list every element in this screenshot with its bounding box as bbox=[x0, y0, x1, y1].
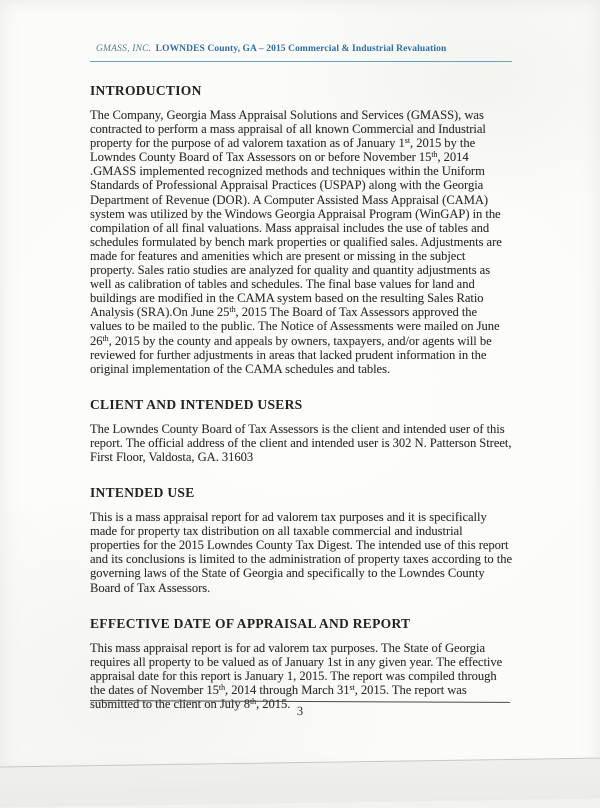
doc-section bbox=[90, 397, 512, 464]
section-heading: CLIENT AND INTENDED USERS bbox=[90, 396, 303, 412]
report-title: LOWNDES County, GA – 2015 Commercial & Industrial Revaluation bbox=[155, 44, 447, 54]
page-number: 3 bbox=[296, 703, 304, 719]
body-paragraph: This is a mass appraisal report for ad valorem tax purposes and it is specifically made for property tax distribution on all taxable commercial and industrial properties for the 2015 Lowndes County Tax Digest. The intended use of this report and its conclusions is limited to the administration of property taxes according to the governing laws of the State of Georgia and specifically to the Lowndes County Board of Tax Assessors. bbox=[90, 510, 512, 595]
doc-section bbox=[90, 485, 512, 595]
section-heading: INTRODUCTION bbox=[90, 83, 202, 98]
sections bbox=[90, 83, 512, 711]
body-paragraph: The Company, Georgia Mass Appraisal Solutions and Services (GMASS), was contracted to perform a mass appraisal of all known Commercial and Industrial property for the purpose of ad valorem taxation as of January 1st, 2015 by the Lowndes County Board of Tax Assessors on or before November 15th, 2014 .GMASS implemented recognized methods and techniques within the Uniform Standards of Professional Appraisal Practices (USPAP) along with the Georgia Department of Revenue (DOR). A Computer Assisted Mass Appraisal (CAMA) system was utilized by the Windows Georgia Appraisal Program (WinGAP) in the compilation of all final valuations. Mass appraisal includes the use of tables and schedules formulated by bench mark properties or qualified sales. Adjustments are made for features and amenities which are present or missing in the subject property. Sales ratio studies are analyzed for quality and quantity adjustments as well as calibration of tables and schedules. The final base values for land and buildings are modified in the CAMA system based on the resulting Sales Ratio Analysis (SRA).On June 25th, 2015 The Board of Tax Assessors approved the values to be mailed to the public. The Notice of Assessments were mailed on June 26th, 2015 by the county and appeals by owners, taxpayers, and/or agents will be reviewed for further adjustments in areas that lacked prudent information in the original implementation of the CAMA schedules and tables. bbox=[90, 108, 502, 376]
section-heading: EFFECTIVE DATE OF APPRAISAL AND REPORT bbox=[90, 615, 411, 631]
company-name: GMASS, INC. bbox=[96, 44, 152, 54]
page-content bbox=[90, 42, 512, 719]
doc-section bbox=[90, 83, 512, 376]
section-heading: INTENDED USE bbox=[90, 485, 195, 501]
body-paragraph: The Lowndes County Board of Tax Assessors is the client and intended user of this report. The official address of the client and intended user is 302 N. Patterson Street, First Floor, Valdosta, GA. 31603 bbox=[90, 421, 512, 464]
page-header bbox=[90, 42, 512, 62]
paper-bottom-edge bbox=[0, 757, 600, 807]
body-paragraph: This mass appraisal report is for ad valorem tax purposes. The State of Georgia requires all property to be valued as of January 1st in any given year. The effective appraisal date for this report is January 1, 2015. The report was compiled through the dates of November 15th, 2014 through March 31st, 2015. The report was submitted to the client on July 8th, 2015. bbox=[90, 640, 503, 711]
doc-section bbox=[90, 616, 512, 711]
page-footer bbox=[90, 700, 510, 720]
